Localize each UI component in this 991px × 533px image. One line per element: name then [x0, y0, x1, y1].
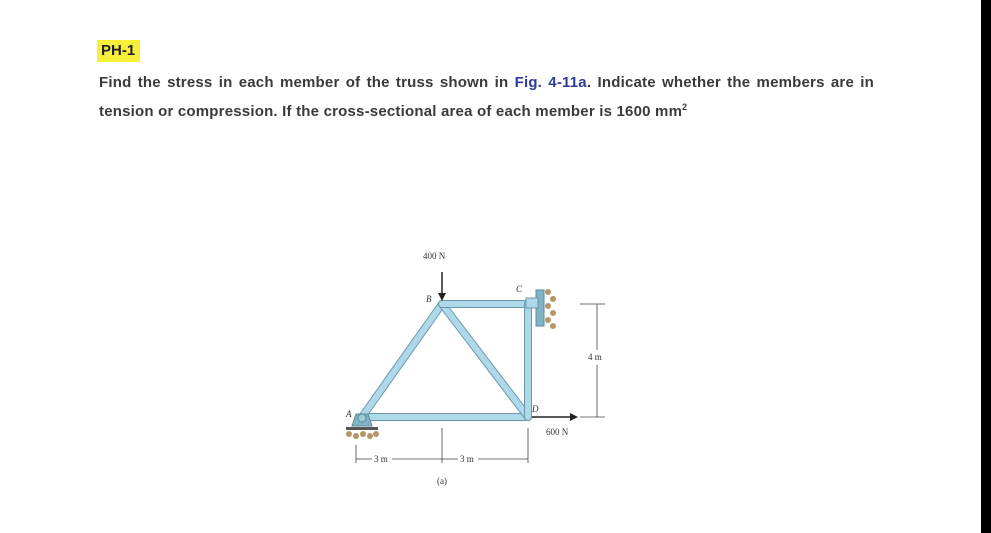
truss-members — [362, 298, 538, 417]
wall-support-c — [536, 289, 556, 329]
problem-tag: PH-1 — [97, 40, 140, 62]
load-arrow-600n — [532, 413, 578, 421]
figure-caption: (a) — [437, 476, 447, 486]
problem-text-part1: Find the stress in each member of the truss shown in — [99, 74, 515, 91]
joint-label-c: C — [516, 284, 523, 294]
load-arrow-400n — [438, 272, 446, 301]
dimension-label-3m-left: 3 m — [374, 454, 388, 464]
dimension-label-3m-right: 3 m — [460, 454, 474, 464]
area-unit-superscript: 2 — [682, 102, 688, 112]
dimension-label-4m: 4 m — [588, 352, 602, 362]
joint-label-a: A — [346, 409, 352, 419]
figure-reference: Fig. 4-11a — [514, 74, 587, 91]
joint-label-b: B — [426, 294, 432, 304]
load-label-600n: 600 N — [546, 427, 569, 437]
load-label-400n: 400 N — [423, 251, 446, 261]
problem-text-part2: . Indicate whether the members are in tension or compression. If the cross-sectional area of each member is 1600 mm — [99, 74, 874, 120]
joint-label-d: D — [532, 404, 539, 414]
